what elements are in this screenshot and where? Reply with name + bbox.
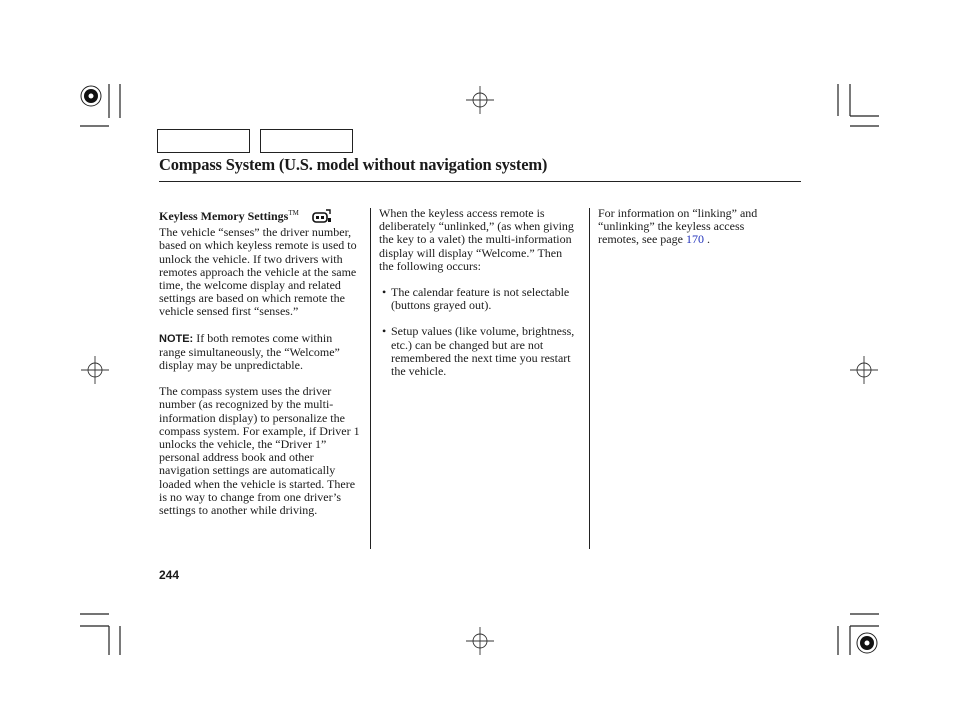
keyless-remote-icon bbox=[312, 209, 332, 226]
column-2 bbox=[379, 207, 579, 378]
section-heading-line bbox=[159, 207, 361, 226]
header-tab-right bbox=[260, 129, 353, 153]
body-paragraph-1: The vehicle “senses” the driver number, based on which keyless remote is used to unlock the vehicle. If two drivers with remotes approach the vehicle at the same time, the welcome display and related settings are based on which remote the vehicle sensed first “senses.” bbox=[159, 225, 357, 319]
header-tab-left bbox=[157, 129, 250, 153]
column-3 bbox=[598, 207, 788, 247]
bullet-marker: • bbox=[382, 324, 387, 339]
bullet-item-2 bbox=[379, 325, 579, 378]
note-paragraph bbox=[159, 332, 361, 373]
bullet-marker: • bbox=[382, 285, 387, 300]
bullet-item-1 bbox=[379, 286, 579, 312]
cross-reference-paragraph bbox=[598, 207, 788, 247]
column-2-intro: When the keyless access remote is deliberately “unlinked,” (as when giving the key to a valet) the multi-information display will display “Welcome.” Then the following occurs: bbox=[379, 206, 574, 273]
body-paragraph-3: The compass system uses the driver number (as recognized by the multi-information display) to personalize the compass system. For example, if Driver 1 unlocks the vehicle, the “Driver 1” personal address book and other navigation settings are automatically loaded when the vehicle is started. There is no way to change from one driver’s settings to another while driving. bbox=[159, 384, 360, 518]
column-divider-1 bbox=[370, 208, 371, 549]
note-label: NOTE: bbox=[159, 332, 194, 345]
page-link-170[interactable]: 170 bbox=[685, 232, 704, 247]
title-rule bbox=[159, 181, 801, 182]
bullet-text: Setup values (like volume, brightness, etc.) can be changed but are not remembered the next time you restart the vehicle. bbox=[391, 324, 575, 379]
cross-reference-text: For information on “linking” and “unlinking” the keyless access remotes, see page bbox=[598, 206, 758, 247]
section-heading: Keyless Memory Settings bbox=[159, 209, 289, 223]
trademark-mark: TM bbox=[288, 209, 299, 217]
column-divider-2 bbox=[589, 208, 590, 549]
cross-reference-end: . bbox=[703, 232, 710, 247]
page-number: 244 bbox=[159, 568, 180, 582]
page-title: Compass System (U.S. model without navigation system) bbox=[159, 155, 548, 174]
note-text: If both remotes come within range simultaneously, the “Welcome” display may be unpredictable. bbox=[159, 330, 340, 373]
column-1 bbox=[159, 207, 361, 517]
bullet-text: The calendar feature is not selectable (buttons grayed out). bbox=[391, 285, 570, 313]
